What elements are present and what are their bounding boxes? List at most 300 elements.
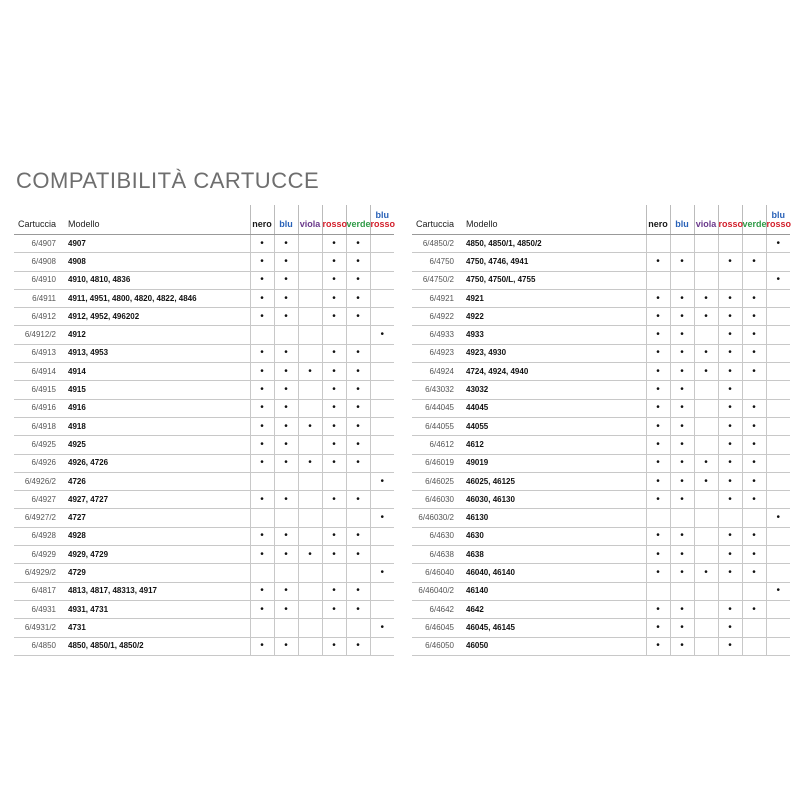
compatibility-cell: [274, 399, 298, 417]
compatibility-cell: [298, 582, 322, 600]
compatibility-cell: [742, 564, 766, 582]
model-list: 46040, 46140: [460, 564, 646, 582]
compatible-marker: •: [656, 493, 660, 505]
compatibility-cell: [346, 637, 370, 655]
compatibility-cell: [274, 235, 298, 253]
compatible-marker: •: [656, 457, 660, 469]
compatibility-cell: [274, 546, 298, 564]
compatibility-cell: [718, 399, 742, 417]
compatibility-cell: [694, 491, 718, 509]
compatibility-cell: [718, 253, 742, 271]
compatibility-cell: [742, 363, 766, 381]
compatibility-cell: [346, 235, 370, 253]
compatible-marker: •: [656, 621, 660, 633]
compatibility-cell: [250, 381, 274, 399]
compatibility-cell: [346, 619, 370, 637]
compatible-marker: •: [656, 640, 660, 652]
table-row: [412, 491, 790, 509]
table-row: [412, 253, 790, 271]
compatible-marker: •: [284, 548, 288, 560]
compatibility-cell: [670, 253, 694, 271]
compatible-marker: •: [284, 384, 288, 396]
compatibility-cell: [322, 289, 346, 307]
compatible-marker: •: [356, 640, 360, 652]
color-label: rosso: [322, 219, 348, 229]
compatible-marker: •: [356, 493, 360, 505]
compatible-marker: •: [728, 329, 732, 341]
compatibility-cell: [346, 582, 370, 600]
compatible-marker: •: [680, 530, 684, 542]
compatible-marker: •: [332, 457, 336, 469]
compatible-marker: •: [752, 329, 756, 341]
table-row: [412, 417, 790, 435]
compatibility-cell: [742, 582, 766, 600]
model-list: 46025, 46125: [460, 472, 646, 490]
compatibility-cell: [298, 564, 322, 582]
model-list: 46130: [460, 509, 646, 527]
model-list: 4724, 4924, 4940: [460, 363, 646, 381]
compatibility-cell: [670, 491, 694, 509]
model-list: 4927, 4727: [62, 491, 250, 509]
compatibility-cell: [694, 436, 718, 454]
table-row: [14, 436, 394, 454]
model-list: 4923, 4930: [460, 344, 646, 362]
compatible-marker: •: [728, 365, 732, 377]
compatible-marker: •: [656, 566, 660, 578]
compatibility-cell: [298, 546, 322, 564]
cartridge-code: 6/46019: [412, 454, 460, 472]
compatibility-cell: [742, 289, 766, 307]
compatible-marker: •: [356, 603, 360, 615]
compatibility-cell: [766, 582, 790, 600]
model-list: 49019: [460, 454, 646, 472]
compatibility-cell: [742, 436, 766, 454]
compatible-marker: •: [356, 420, 360, 432]
compatibility-cell: [298, 637, 322, 655]
compatibility-cell: [718, 600, 742, 618]
model-list: 4931, 4731: [62, 600, 250, 618]
compatible-marker: •: [356, 402, 360, 414]
compatibility-cell: [694, 289, 718, 307]
compatible-marker: •: [260, 365, 264, 377]
compatible-marker: •: [680, 548, 684, 560]
compatibility-cell: [250, 546, 274, 564]
compatibility-cell: [370, 381, 394, 399]
compatibility-cell: [250, 637, 274, 655]
compatibility-cell: [742, 399, 766, 417]
compatible-marker: •: [380, 512, 384, 524]
table-row: [412, 399, 790, 417]
compatibility-cell: [346, 509, 370, 527]
compatibility-cell: [370, 564, 394, 582]
table-row: [14, 417, 394, 435]
cartridge-code: 6/46025: [412, 472, 460, 490]
compatibility-cell: [298, 509, 322, 527]
compatibility-cell: [346, 491, 370, 509]
compatibility-cell: [646, 417, 670, 435]
table-row: [14, 582, 394, 600]
compatibility-cell: [250, 600, 274, 618]
table-row: [14, 491, 394, 509]
compatible-marker: •: [752, 310, 756, 322]
compatibility-cell: [766, 235, 790, 253]
compatibility-cell: [646, 600, 670, 618]
compatible-marker: •: [680, 310, 684, 322]
compatible-marker: •: [680, 329, 684, 341]
compatible-marker: •: [332, 365, 336, 377]
compatibility-cell: [694, 509, 718, 527]
cartridge-code: 6/4630: [412, 527, 460, 545]
compatible-marker: •: [260, 420, 264, 432]
compatible-marker: •: [776, 237, 780, 249]
cartridge-code: 6/4850/2: [412, 235, 460, 253]
compatibility-cell: [670, 472, 694, 490]
compatibility-cell: [370, 271, 394, 289]
compatibility-cell: [646, 363, 670, 381]
compatible-marker: •: [332, 530, 336, 542]
compatibility-cell: [694, 472, 718, 490]
compatible-marker: •: [728, 310, 732, 322]
compatibility-cell: [694, 344, 718, 362]
compatibility-cell: [274, 271, 298, 289]
compatibility-cell: [370, 436, 394, 454]
compatible-marker: •: [680, 475, 684, 487]
cartridge-code: 6/4931: [14, 600, 62, 618]
color-label-secondary: rosso: [766, 219, 792, 229]
color-label: nero: [648, 219, 668, 229]
compatibility-cell: [298, 308, 322, 326]
compatible-marker: •: [728, 566, 732, 578]
color-label: rosso: [718, 219, 744, 229]
compatibility-cell: [646, 546, 670, 564]
compatibility-cell: [766, 363, 790, 381]
table-row: [14, 344, 394, 362]
model-list: 4916: [62, 399, 250, 417]
compatibility-cell: [274, 436, 298, 454]
compatibility-cell: [646, 271, 670, 289]
compatible-marker: •: [332, 438, 336, 450]
compatibility-cell: [670, 546, 694, 564]
compatibility-cell: [274, 509, 298, 527]
compatibility-cell: [718, 491, 742, 509]
compatible-marker: •: [284, 420, 288, 432]
compatibility-cell: [694, 564, 718, 582]
column-header-color: [370, 205, 394, 235]
compatible-marker: •: [728, 347, 732, 359]
compatibility-cell: [718, 619, 742, 637]
compatibility-cell: [274, 582, 298, 600]
compatibility-cell: [274, 289, 298, 307]
cartridge-code: 6/4750: [412, 253, 460, 271]
compatibility-cell: [766, 326, 790, 344]
compatible-marker: •: [680, 457, 684, 469]
compatibility-cell: [250, 472, 274, 490]
table-row: [14, 564, 394, 582]
compatibility-cell: [346, 271, 370, 289]
compatibility-cell: [670, 271, 694, 289]
compatible-marker: •: [752, 292, 756, 304]
compatibility-cell: [322, 472, 346, 490]
compatible-marker: •: [284, 530, 288, 542]
cartridge-code: 6/4921: [412, 289, 460, 307]
model-list: 4850, 4850/1, 4850/2: [460, 235, 646, 253]
model-list: 4642: [460, 600, 646, 618]
compatibility-cell: [742, 454, 766, 472]
compatibility-cell: [742, 491, 766, 509]
compatible-marker: •: [260, 237, 264, 249]
compatibility-cell: [274, 344, 298, 362]
compatibility-cell: [766, 472, 790, 490]
cartridge-code: 6/44045: [412, 399, 460, 417]
compatible-marker: •: [728, 420, 732, 432]
compatible-marker: •: [656, 329, 660, 341]
compatibility-cell: [298, 326, 322, 344]
compatibility-cell: [718, 527, 742, 545]
compatibility-cell: [646, 619, 670, 637]
compatibility-cell: [370, 253, 394, 271]
compatibility-cell: [766, 381, 790, 399]
table-row: [412, 289, 790, 307]
compatible-marker: •: [680, 255, 684, 267]
compatibility-cell: [670, 417, 694, 435]
cartridge-code: 6/46045: [412, 619, 460, 637]
compatibility-cell: [322, 637, 346, 655]
compatibility-cell: [694, 582, 718, 600]
compatible-marker: •: [284, 457, 288, 469]
cartridge-code: 6/4912: [14, 308, 62, 326]
compatible-marker: •: [332, 493, 336, 505]
color-label: blu: [771, 210, 785, 220]
compatibility-cell: [322, 564, 346, 582]
table-row: [14, 454, 394, 472]
compatibility-cell: [742, 344, 766, 362]
column-header-color: [694, 205, 718, 235]
compatible-marker: •: [752, 530, 756, 542]
model-list: 4911, 4951, 4800, 4820, 4822, 4846: [62, 289, 250, 307]
model-list: 44055: [460, 417, 646, 435]
compatible-marker: •: [356, 530, 360, 542]
cartridge-code: 6/4925: [14, 436, 62, 454]
compatible-marker: •: [656, 310, 660, 322]
header-row: [412, 205, 790, 235]
cartridge-code: 6/4907: [14, 235, 62, 253]
compatibility-cell: [766, 509, 790, 527]
model-list: 4933: [460, 326, 646, 344]
compatible-marker: •: [680, 621, 684, 633]
compatibility-cell: [346, 454, 370, 472]
compatibility-cell: [370, 417, 394, 435]
compatibility-cell: [274, 637, 298, 655]
compatibility-cell: [298, 491, 322, 509]
cartridge-code: 6/43032: [412, 381, 460, 399]
compatibility-cell: [766, 253, 790, 271]
cartridge-code: 6/46040: [412, 564, 460, 582]
header-row: [14, 205, 394, 235]
compatibility-cell: [694, 417, 718, 435]
model-list: 46030, 46130: [460, 491, 646, 509]
compatible-marker: •: [680, 566, 684, 578]
compatibility-cell: [346, 399, 370, 417]
compatibility-cell: [346, 472, 370, 490]
table-row: [412, 637, 790, 655]
compatible-marker: •: [680, 493, 684, 505]
compatibility-cell: [646, 637, 670, 655]
compatibility-cell: [742, 546, 766, 564]
compatible-marker: •: [380, 329, 384, 341]
compatibility-cell: [250, 363, 274, 381]
compatibility-cell: [322, 381, 346, 399]
column-header-cartuccia: Cartuccia: [14, 205, 62, 235]
column-header-color: [742, 205, 766, 235]
compatibility-cell: [646, 253, 670, 271]
compatible-marker: •: [260, 292, 264, 304]
compatible-marker: •: [752, 493, 756, 505]
model-list: 46140: [460, 582, 646, 600]
compatible-marker: •: [752, 475, 756, 487]
compatibility-cell: [250, 509, 274, 527]
cartridge-code: 6/4926/2: [14, 472, 62, 490]
model-list: 4914: [62, 363, 250, 381]
column-header-color: [646, 205, 670, 235]
compatibility-cell: [370, 472, 394, 490]
compatible-marker: •: [356, 365, 360, 377]
compatible-marker: •: [356, 237, 360, 249]
compatible-marker: •: [260, 548, 264, 560]
column-header-color: [766, 205, 790, 235]
table-row: [412, 509, 790, 527]
compatibility-cell: [646, 326, 670, 344]
cartridge-code: 6/4927/2: [14, 509, 62, 527]
compatible-marker: •: [752, 457, 756, 469]
compatibility-cell: [718, 509, 742, 527]
compatible-marker: •: [776, 585, 780, 597]
table-row: [412, 381, 790, 399]
compatible-marker: •: [728, 402, 732, 414]
compatibility-cell: [370, 399, 394, 417]
compatibility-cell: [274, 417, 298, 435]
compatibility-cell: [250, 235, 274, 253]
compatibility-cell: [766, 527, 790, 545]
compatibility-cell: [322, 363, 346, 381]
compatibility-cell: [718, 271, 742, 289]
cartridge-code: 6/4910: [14, 271, 62, 289]
compatibility-cell: [718, 472, 742, 490]
compatibility-cell: [346, 417, 370, 435]
table-row: [412, 271, 790, 289]
compatibility-cell: [370, 363, 394, 381]
table-row: [14, 619, 394, 637]
model-list: 4726: [62, 472, 250, 490]
compatible-marker: •: [308, 548, 312, 560]
model-list: 4912, 4952, 496202: [62, 308, 250, 326]
cartridge-code: 6/46030/2: [412, 509, 460, 527]
compatible-marker: •: [332, 310, 336, 322]
compatibility-cell: [298, 344, 322, 362]
compatible-marker: •: [284, 292, 288, 304]
table-row: [14, 289, 394, 307]
compatibility-cell: [766, 399, 790, 417]
compatible-marker: •: [260, 347, 264, 359]
page-title: COMPATIBILITÀ CARTUCCE: [16, 168, 320, 193]
model-list: 4918: [62, 417, 250, 435]
compatible-marker: •: [680, 384, 684, 396]
compatible-marker: •: [656, 292, 660, 304]
compatibility-cell: [370, 582, 394, 600]
compatible-marker: •: [656, 438, 660, 450]
compatible-marker: •: [284, 438, 288, 450]
compatible-marker: •: [680, 365, 684, 377]
compatible-marker: •: [260, 493, 264, 505]
compatibility-cell: [250, 326, 274, 344]
color-label: blu: [675, 219, 689, 229]
cartridge-code: 6/4916: [14, 399, 62, 417]
table-row: [14, 326, 394, 344]
compatibility-cell: [274, 564, 298, 582]
compatible-marker: •: [380, 475, 384, 487]
compatibility-cell: [742, 417, 766, 435]
compatible-marker: •: [284, 237, 288, 249]
compatibility-cell: [274, 491, 298, 509]
compatible-marker: •: [728, 493, 732, 505]
compatible-marker: •: [260, 310, 264, 322]
compatibility-cell: [298, 235, 322, 253]
compatibility-cell: [766, 344, 790, 362]
compatible-marker: •: [332, 420, 336, 432]
compatibility-cell: [766, 637, 790, 655]
compatibility-table-right: [412, 205, 790, 656]
model-list: 4908: [62, 253, 250, 271]
compatible-marker: •: [356, 310, 360, 322]
compatible-marker: •: [260, 274, 264, 286]
model-list: 43032: [460, 381, 646, 399]
cartridge-code: 6/4927: [14, 491, 62, 509]
compatibility-cell: [274, 253, 298, 271]
compatible-marker: •: [284, 365, 288, 377]
cartridge-code: 6/4923: [412, 344, 460, 362]
compatibility-cell: [766, 417, 790, 435]
compatible-marker: •: [656, 603, 660, 615]
compatibility-cell: [694, 399, 718, 417]
color-label: nero: [252, 219, 272, 229]
compatibility-cell: [322, 436, 346, 454]
compatibility-cell: [718, 417, 742, 435]
column-header-color: [346, 205, 370, 235]
compatible-marker: •: [332, 548, 336, 560]
compatibility-cell: [694, 381, 718, 399]
compatible-marker: •: [704, 475, 708, 487]
compatibility-cell: [670, 582, 694, 600]
model-list: 4750, 4750/L, 4755: [460, 271, 646, 289]
cartridge-code: 6/4642: [412, 600, 460, 618]
compatibility-cell: [298, 399, 322, 417]
compatible-marker: •: [284, 255, 288, 267]
cartridge-code: 6/4931/2: [14, 619, 62, 637]
compatibility-cell: [670, 308, 694, 326]
model-list: 44045: [460, 399, 646, 417]
column-header-modello: Modello: [62, 205, 250, 235]
compatibility-cell: [670, 235, 694, 253]
compatible-marker: •: [704, 310, 708, 322]
compatibility-cell: [250, 436, 274, 454]
compatibility-cell: [694, 235, 718, 253]
compatibility-cell: [250, 619, 274, 637]
column-header-color: [322, 205, 346, 235]
compatibility-cell: [322, 399, 346, 417]
compatibility-cell: [766, 271, 790, 289]
compatibility-cell: [250, 253, 274, 271]
compatibility-cell: [298, 619, 322, 637]
compatible-marker: •: [680, 420, 684, 432]
